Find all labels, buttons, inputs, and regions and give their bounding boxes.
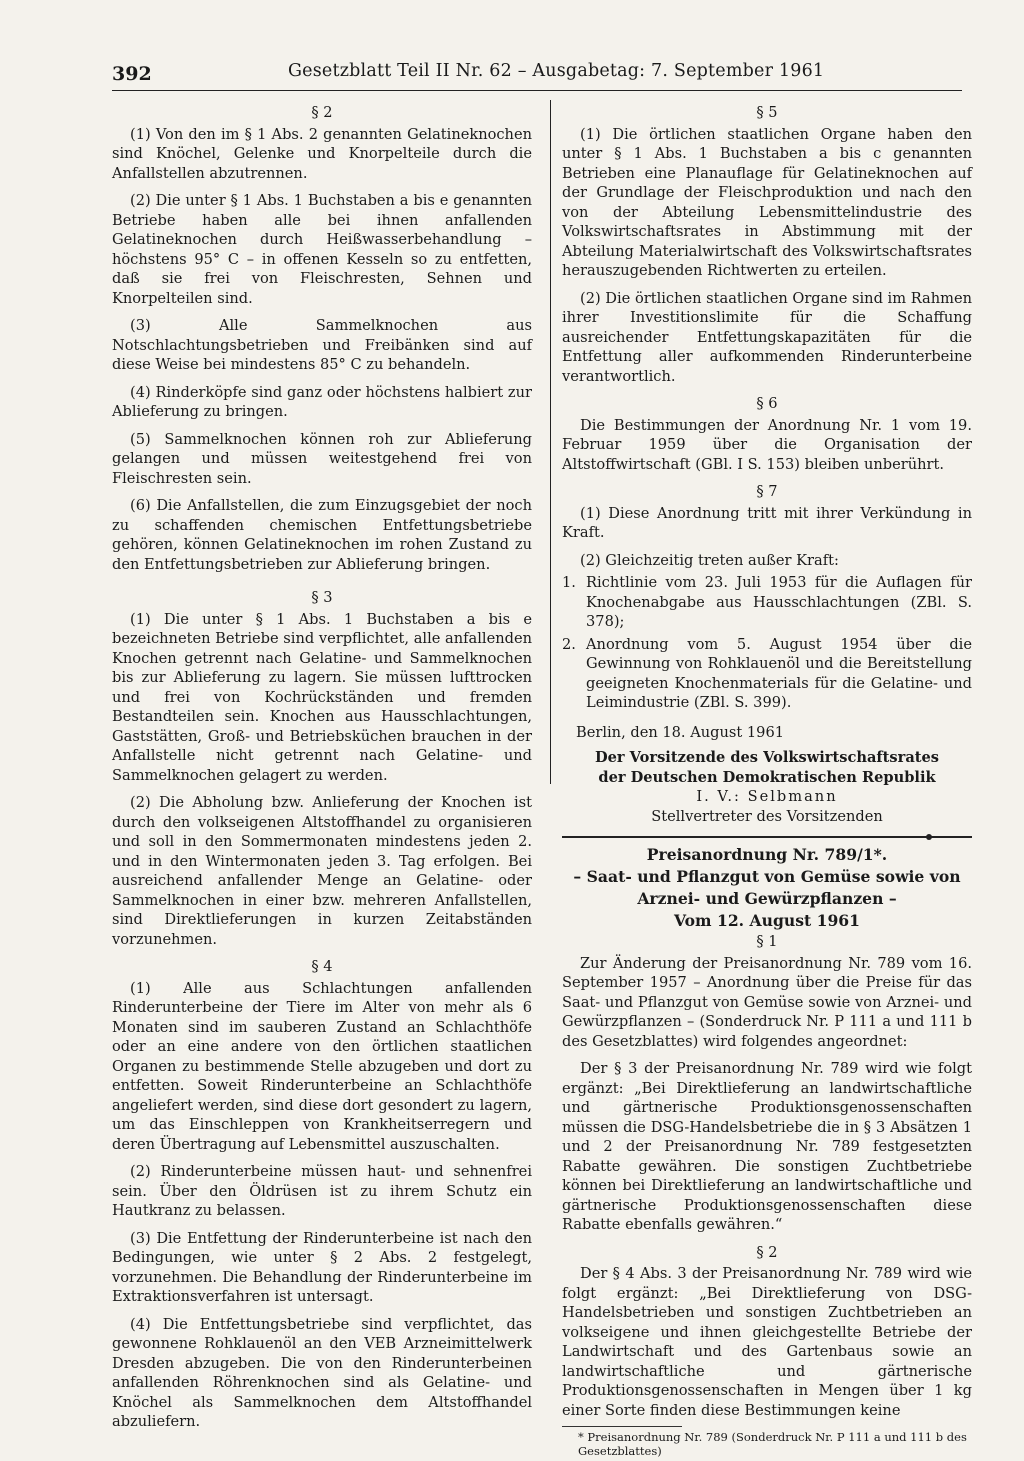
section-divider [562,836,972,838]
paragraph: (4) Rinderköpfe sind ganz oder höchstens halbiert zur Ablieferung zu bringen. [112,383,532,420]
section-heading: § 3 [311,589,333,606]
paragraph: Der § 4 Abs. 3 der Preisanordnung Nr. 789 wird wie folgt ergänzt: „Bei Direktlieferung von DSG-Handelsbetrieben und sonstigen Zuchtbetrieben an volkseigene und ihnen gleichgestellte Betriebe der Landwirtschaft und des Gartenbaus sowie an landwirtschaftliche und gärtnerische Produktionsgenossenschaften in Mengen über 1 kg einer Sorte finden diese Bestimmungen keine [562,1265,972,1419]
section-heading: § 7 [756,483,778,500]
paragraph: (1) Diese Anordnung tritt mit ihrer Verkündung in Kraft. [562,504,972,541]
paragraph: (5) Sammelknochen können roh zur Ablieferung gelangen und müssen weitestgehend frei von Fleischresten sein. [112,430,532,487]
section-heading: § 1 [756,933,778,950]
paragraph: (1) Die unter § 1 Abs. 1 Buchstaben a bis e bezeichneten Betriebe sind verpflichtet, alle anfallenden Knochen getrennt nach Gelatine- und Sammelknochen bis zur Ablieferung zu lagern. Sie müssen lufttrocken und frei von Kochrückständen und fremden Bestandteilen sein. Knochen aus Hausschlachtungen, Gaststätten, Groß- und Betriebsküchen brauchen in der Anfallstelle nicht getrennt nach Gelatine- und Sammelknochen gelagert zu werden. [112,610,532,784]
section-heading: § 2 [756,1243,778,1261]
paragraph: (2) Rinderunterbeine müssen haut- und sehnenfrei sein. Über den Öldrüsen ist zu ihrem Schutz ein Hautkranz zu belassen. [112,1163,532,1219]
paragraph: (2) Die örtlichen staatlichen Organe sind im Rahmen ihrer Investitionslimite für die Schaffung ausreichender Entfettungskapazitäten für die Entfettung aller aufkommenden Rinderunterbeine verantwortlich. [562,289,973,385]
section-heading: § 6 [756,395,778,412]
section-heading: § 2 [311,104,333,121]
section-heading: § 4 [311,958,333,975]
column-rule [550,100,551,784]
place-date: Berlin, den 18. August 1961 [576,723,785,741]
list-number: 2. [562,635,576,653]
paragraph: Der § 3 der Preisanordnung Nr. 789 wird wie folgt ergänzt: „Bei Direktlieferung an landwirtschaftliche und gärtnerische Produktionsgenossenschaften müssen die DSG-Handelsbetriebe die in § 3 Absätzen 1 und 2 der Preisanordnung Nr. 789 festgesetzten Rabatte gewähren. Die sonstigen Zuchtbetriebe können bei Direktlieferung an landwirtschaftliche und gärtnerische Produktionsgenossenschaften diese Rabatte ebenfalls gewähren.“ [562,1060,972,1233]
paragraph: (1) Alle aus Schlachtungen anfallenden Rinderunterbeine der Tiere im Alter von mehr als 6 Monaten sind im sauberen Zustand an Schlachthöfe oder an eine andere von den örtlichen staatlichen Organen zu bestimmende Stelle abzugeben und dort zu entfetten. Soweit Rinderunterbeine an Schlachthöfe angeliefert werden, sind diese dort gesondert zu lagern, um das Einschleppen von Krankheitserregern und deren Übertragung auf Lebensmittel auszuschalten. [112,979,532,1153]
decree-subtitle: Arznei- und Gewürzpflanzen – [637,889,897,908]
left-column [112,103,532,1440]
list-text: Richtlinie vom 23. Juli 1953 für die Auflagen für Knochenabgabe aus Hausschlachtungen (ZBl. S. 378); [586,574,972,630]
signature-authority-line: der Deutschen Demokratischen Republik [598,768,936,786]
list-text: Anordnung vom 5. August 1954 über die Gewinnung von Rohklauenöl und die Bereitstellung geeigneten Knochenmaterials für die Gelatine- und Leimindustrie (ZBl. S. 399). [586,635,972,711]
footnote-rule [562,1426,682,1427]
decree-title-block [562,844,972,932]
paragraph: (1) Die örtlichen staatlichen Organe haben den unter § 1 Abs. 1 Buchstaben a bis c genannten Betrieben eine Planauflage für Gelatineknochen auf der Grundlage der Fleischproduktion und nach den von der Abteilung Lebensmittelindustrie des Volkswirtschaftsrates in Abstimmung mit der Abteilung Materialwirtschaft des Volkswirtschaftsrates herauszugebenden Richtwerten zu erteilen. [562,125,972,279]
paragraph: Die Bestimmungen der Anordnung Nr. 1 vom 19. Februar 1959 über die Organisation der Altstoffwirtschaft (GBl. I S. 153) bleiben unberührt. [562,416,972,473]
signature-authority-line: Der Vorsitzende des Volkswirtschaftsrates [594,749,940,766]
signer-name: I. V.: Selbmann [696,788,838,805]
decree-title: Preisanordnung Nr. 789/1*. [646,845,888,864]
footnote: * Preisanordnung Nr. 789 (Sonderdruck Nr. P 111 a und 111 b des Gesetzblattes) [578,1430,967,1458]
paragraph: (2) Die Abholung bzw. Anlieferung der Knochen ist durch den volkseigenen Altstoffhandel zu organisieren und soll in den Sommermonaten mindestens jeden 2. und in den Wintermonaten jeden 3. Tag erfolgen. Bei ausreichend anfallender Menge an Gelatine- oder Sammelknochen in einer bzw. mehreren Anfallstellen, sind Direktlieferungen in kurzen Zeitabständen vorzunehmen. [112,794,532,948]
decree-subtitle: – Saat- und Pflanzgut von Gemüse sowie von [573,867,961,886]
running-head: Gesetzblatt Teil II Nr. 62 – Ausgabetag: 7. September 1961 [288,61,825,81]
list-number: 1. [562,574,576,591]
right-column [562,103,972,1458]
list-item [562,573,972,632]
decree-date: Vom 12. August 1961 [673,911,861,930]
paragraph: Zur Änderung der Preisanordnung Nr. 789 vom 16. September 1957 – Anordnung über die Preise für das Saat- und Pflanzgut von Gemüse sowie von Arznei- und Gewürzpflanzen – (Sonderdruck Nr. P 111 a und 111 b des Gesetzblattes) wird folgendes angeordnet: [562,954,972,1050]
paragraph: (3) Alle Sammelknochen aus Notschlachtungsbetrieben und Freibänken sind auf diese Weise bei mindestens 85° C zu behandeln. [112,317,532,373]
header-rule [112,90,962,91]
list-item [562,635,972,713]
paragraph: (4) Die Entfettungsbetriebe sind verpflichtet, das gewonnene Rohklauenöl an den VEB Arzneimittelwerk Dresden abzugeben. Die von den Rinderunterbeinen anfallenden Röhrenknochen sind als Gelatine- und Knöchel als Sammelknochen dem Altstoffhandel abzuliefern. [112,1315,532,1430]
signer-role: Stellvertreter des Vorsitzenden [651,807,883,825]
paragraph: (6) Die Anfallstellen, die zum Einzugsgebiet der noch zu schaffenden chemischen Entfettungsbetriebe gehören, können Gelatineknochen im rohen Zustand zu den Entfettungsbetrieben zur Ablieferung bringen. [112,497,532,573]
signature-block [562,748,972,826]
page-number: 392 [112,63,152,85]
section-heading: § 5 [756,104,778,121]
paragraph: (2) Gleichzeitig treten außer Kraft: [580,551,839,569]
paragraph: (2) Die unter § 1 Abs. 1 Buchstaben a bis e genannten Betriebe haben alle bei ihnen anfallenden Gelatineknochen durch Heißwasserbehandlung – höchstens 95° C – in offenen Kesseln so zu entfetten, daß sie frei von Fleischresten, Sehnen und Knorpelteilen sind. [112,192,532,307]
paragraph: (1) Von den im § 1 Abs. 2 genannten Gelatineknochen sind Knöchel, Gelenke und Knorpelteile durch die Anfallstellen abzutrennen. [112,125,532,182]
paragraph: (3) Die Entfettung der Rinderunterbeine ist nach den Bedingungen, wie unter § 2 Abs. 2 festgelegt, vorzunehmen. Die Behandlung der Rinderunterbeine im Extraktionsverfahren ist untersagt. [112,1229,532,1305]
